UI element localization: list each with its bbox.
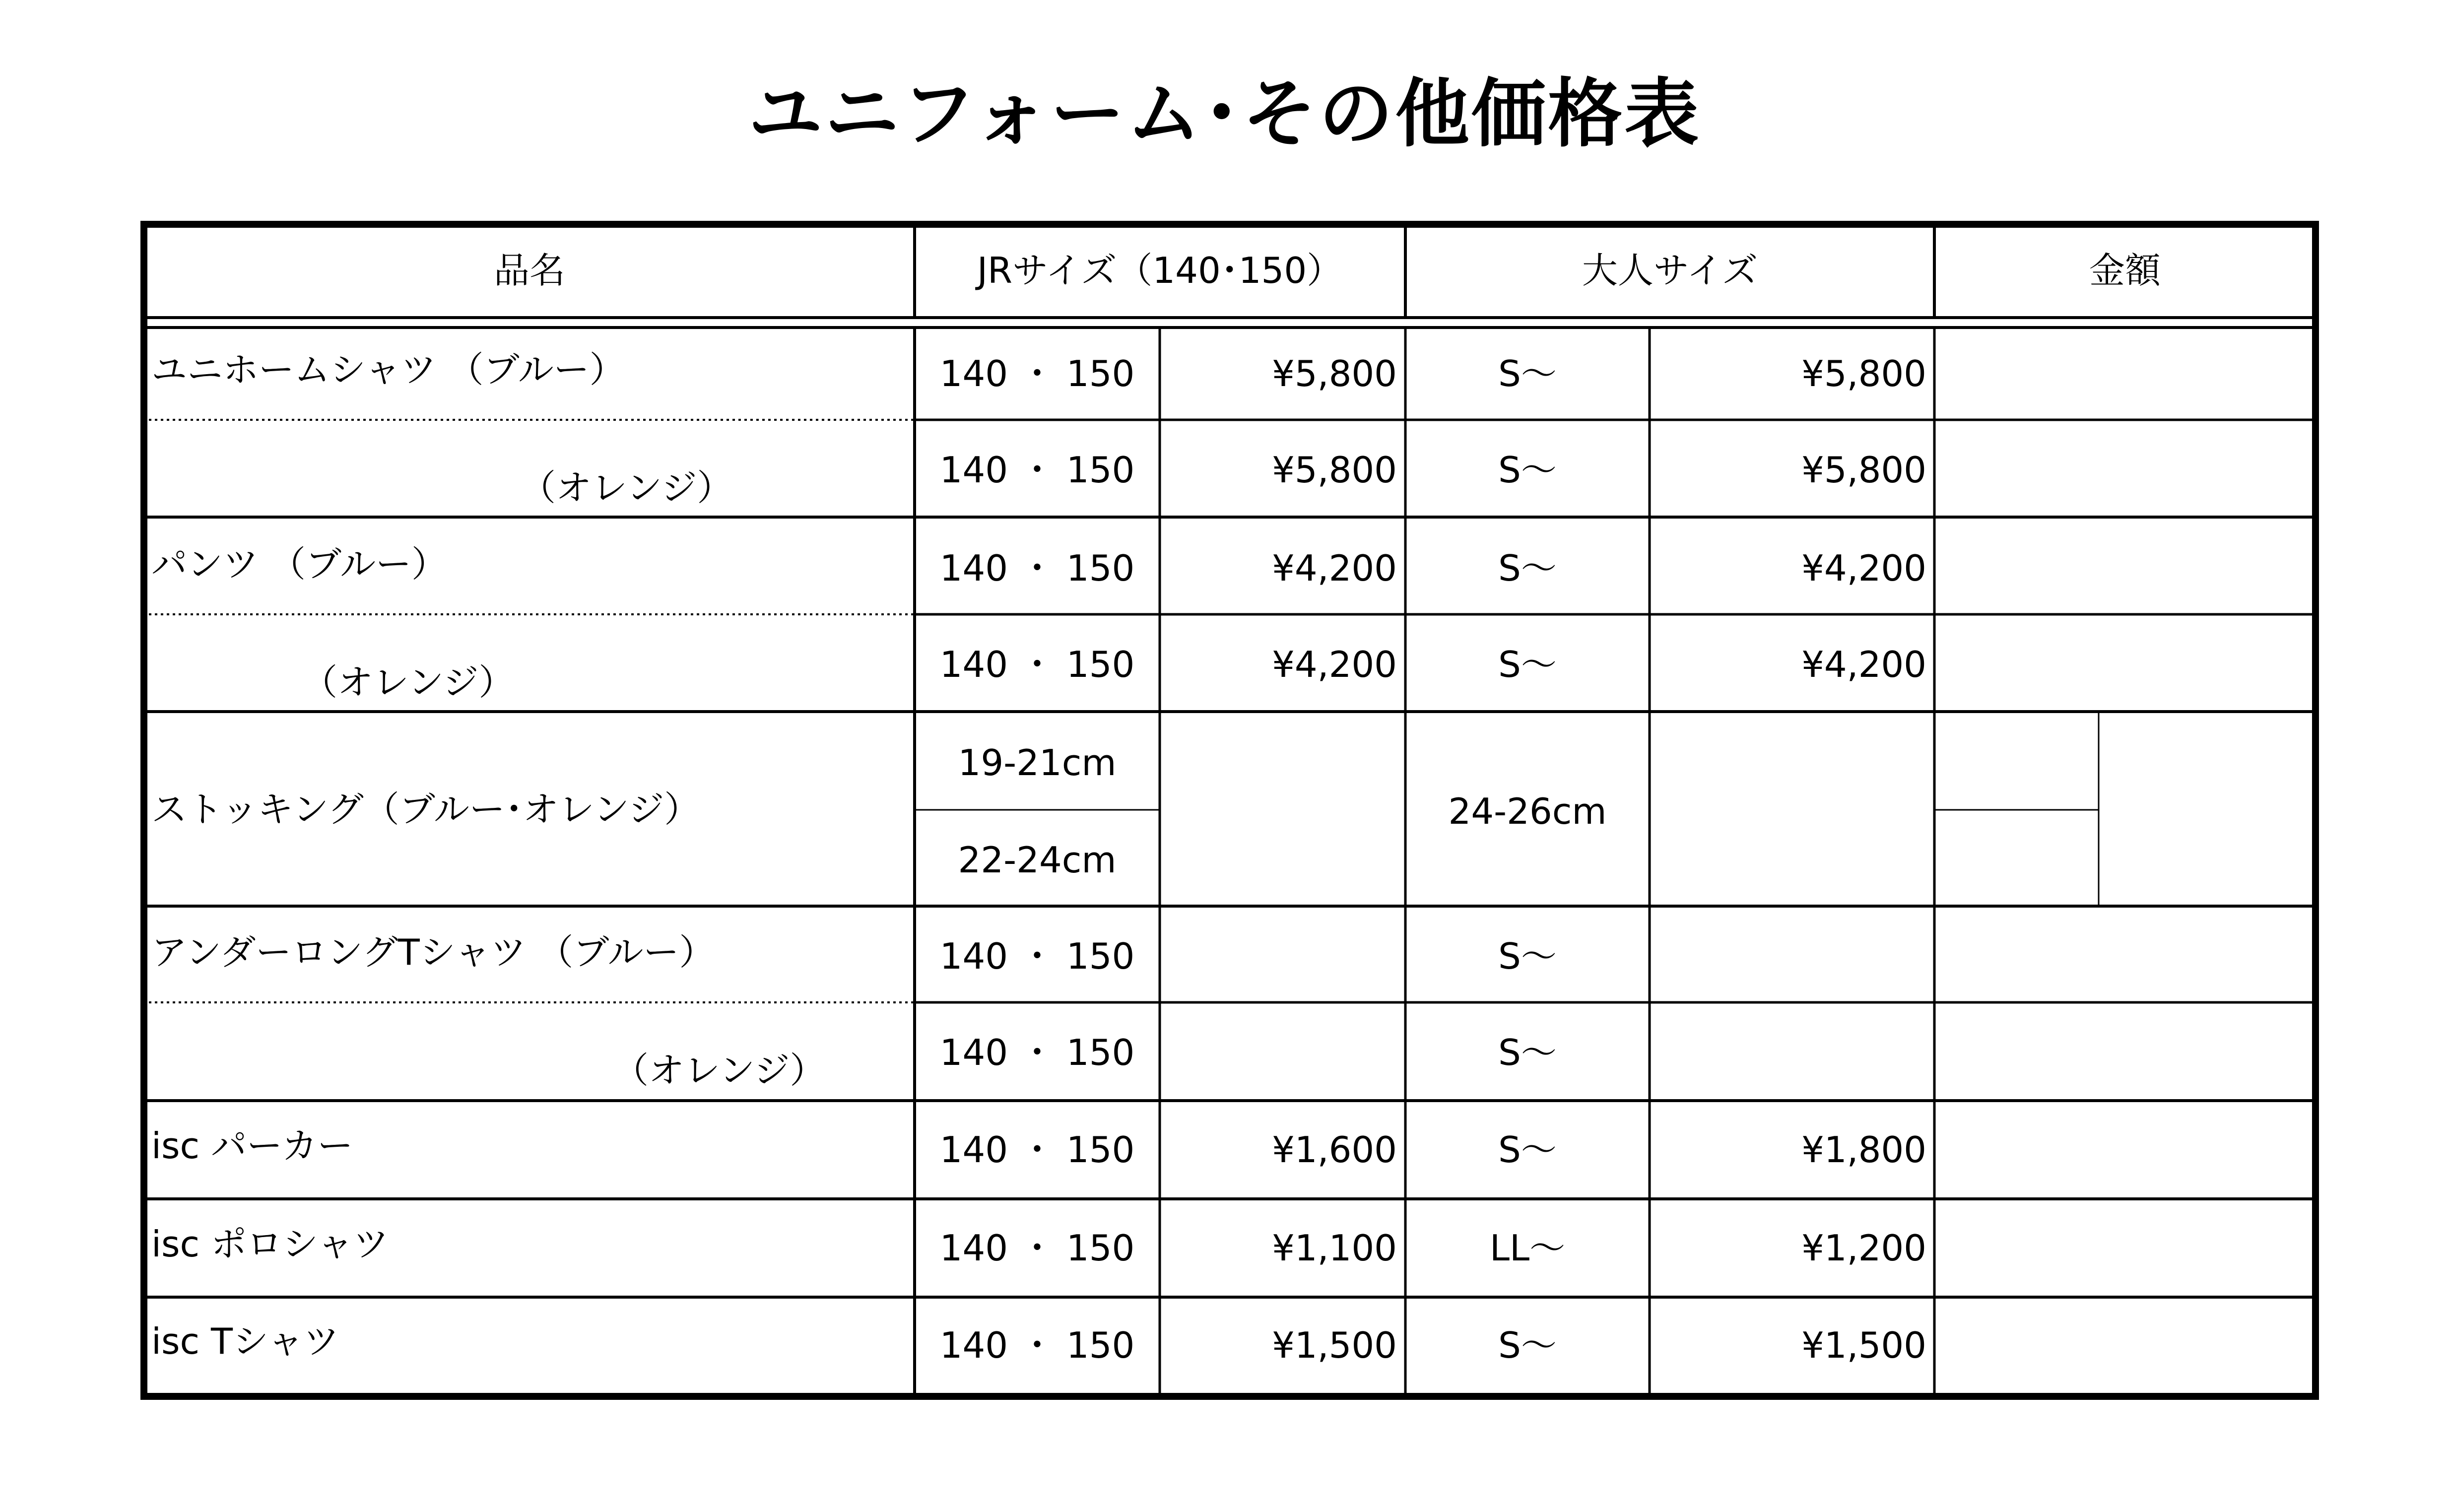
jr-size: 140 ・ 150 xyxy=(939,935,1135,977)
jr-price: ¥4,200 xyxy=(1272,644,1397,685)
jr-size: 140 ・ 150 xyxy=(939,1129,1135,1171)
jr-size: 22-24cm xyxy=(958,839,1117,881)
adult-size: S～ xyxy=(1498,644,1557,685)
jr-price: ¥1,500 xyxy=(1272,1324,1397,1366)
jr-size: 140 ・ 150 xyxy=(939,449,1135,491)
adult-size: 24-26cm xyxy=(1448,790,1607,832)
adult-price: ¥4,200 xyxy=(1801,644,1926,685)
jr-size: 140 ・ 150 xyxy=(939,1324,1135,1366)
adult-size: S～ xyxy=(1498,1324,1557,1366)
item-name: （オレンジ） xyxy=(613,1050,826,1091)
jr-price: ¥1,100 xyxy=(1272,1227,1397,1269)
adult-price: ¥5,800 xyxy=(1801,353,1926,394)
item-name: isc パーカー xyxy=(151,1125,353,1167)
jr-price: ¥5,800 xyxy=(1272,449,1397,491)
adult-price: ¥1,200 xyxy=(1801,1227,1926,1269)
adult-size: LL～ xyxy=(1489,1227,1566,1269)
header-amount: 金額 xyxy=(2089,250,2161,291)
jr-size: 140 ・ 150 xyxy=(939,644,1135,685)
header-item-name: 品名 xyxy=(493,250,566,291)
adult-size: S～ xyxy=(1498,935,1557,977)
jr-price: ¥4,200 xyxy=(1272,547,1397,589)
header-adult-size: 大人サイズ xyxy=(1582,250,1758,291)
adult-size: S～ xyxy=(1498,353,1557,394)
adult-size: S～ xyxy=(1498,547,1557,589)
item-name: ユニホームシャツ （ブルー） xyxy=(151,349,625,391)
jr-size: 140 ・ 150 xyxy=(939,1227,1135,1269)
item-name: isc ポロシャツ xyxy=(151,1223,389,1265)
jr-size: 140 ・ 150 xyxy=(939,1032,1135,1073)
jr-price: ¥5,800 xyxy=(1272,353,1397,394)
adult-price: ¥4,200 xyxy=(1801,547,1926,589)
jr-size: 140 ・ 150 xyxy=(939,353,1135,394)
jr-size: 19-21cm xyxy=(958,742,1117,784)
item-name: ストッキング（ブルー･オレンジ） xyxy=(151,789,700,830)
page-title: ユニフォーム･その他価格表 xyxy=(748,71,1701,157)
adult-price: ¥1,500 xyxy=(1801,1324,1926,1366)
adult-size: S～ xyxy=(1498,1129,1557,1171)
item-name: （オレンジ） xyxy=(302,661,515,703)
adult-price: ¥1,800 xyxy=(1801,1129,1926,1171)
item-name: isc Tシャツ xyxy=(151,1320,339,1362)
jr-size: 140 ・ 150 xyxy=(939,547,1135,589)
adult-size: S～ xyxy=(1498,449,1557,491)
adult-price: ¥5,800 xyxy=(1801,449,1926,491)
item-name: アンダーロングTシャツ （ブルー） xyxy=(151,931,715,973)
jr-price: ¥1,600 xyxy=(1272,1129,1397,1171)
item-name: （オレンジ） xyxy=(520,467,733,509)
item-name: パンツ （ブルー） xyxy=(151,543,448,585)
header-jr-size: JRサイズ（140･150） xyxy=(977,250,1343,291)
adult-size: S～ xyxy=(1498,1032,1557,1073)
